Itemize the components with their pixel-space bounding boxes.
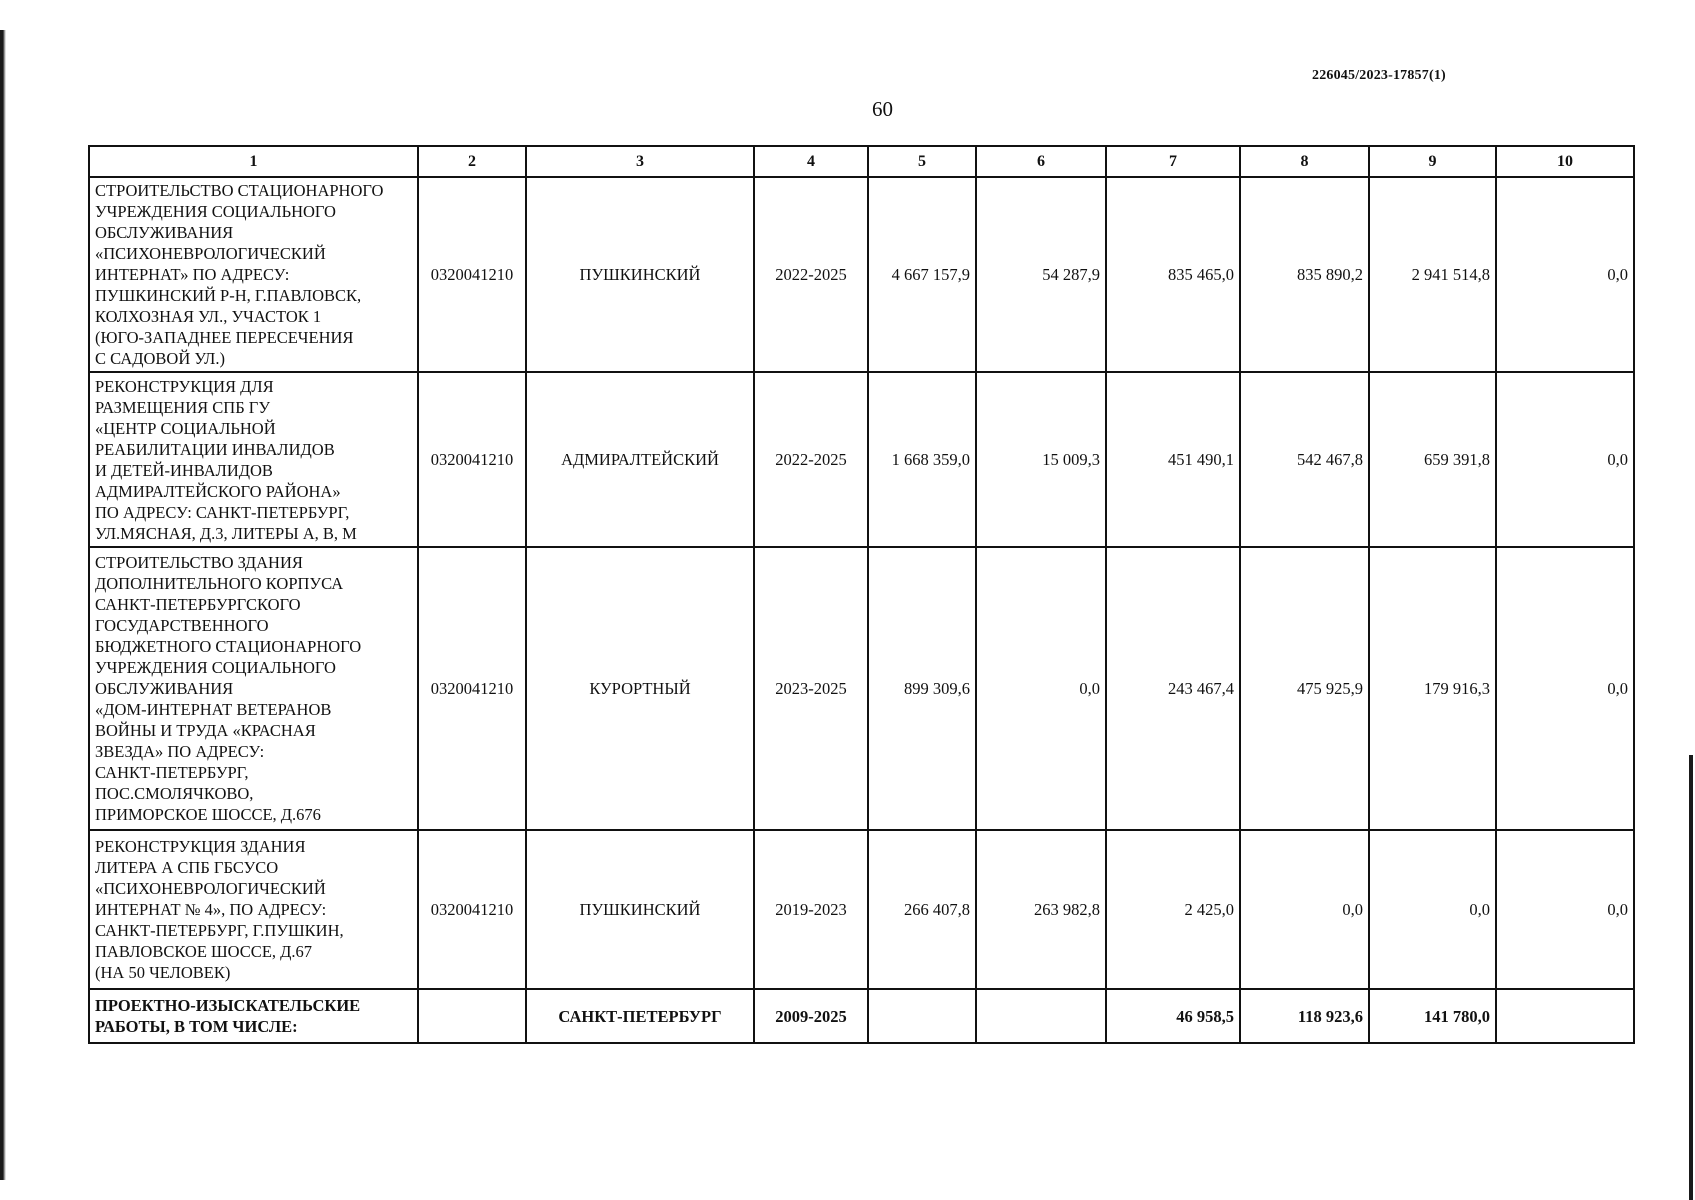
value-col-8: 475 925,9	[1240, 547, 1369, 830]
period: 2019-2023	[754, 830, 868, 989]
value-col-10: 0,0	[1496, 830, 1634, 989]
scan-edge-right	[1689, 755, 1693, 1200]
object-description: РЕКОНСТРУКЦИЯ ЗДАНИЯ ЛИТЕРА А СПБ ГБСУСО «ПСИХОНЕВРОЛОГИЧЕСКИЙ ИНТЕРНАТ № 4», ПО АДРЕСУ: САНКТ-ПЕТЕРБУРГ, Г.ПУШКИН, ПАВЛОВСКОЕ ШОССЕ, Д.67 (НА 50 ЧЕЛОВЕК)	[89, 830, 418, 989]
data-table	[88, 145, 1635, 1044]
district: КУРОРТНЫЙ	[526, 547, 754, 830]
table-row	[89, 372, 1634, 547]
period: 2023-2025	[754, 547, 868, 830]
value-col-8: 542 467,8	[1240, 372, 1369, 547]
value-col-10: 0,0	[1496, 177, 1634, 372]
column-header: 2	[418, 146, 526, 177]
total-value-col-8: 118 923,6	[1240, 989, 1369, 1043]
district: ПУШКИНСКИЙ	[526, 830, 754, 989]
budget-code: 0320041210	[418, 830, 526, 989]
value-col-6: 15 009,3	[976, 372, 1106, 547]
value-col-9: 0,0	[1369, 830, 1496, 989]
value-col-6: 0,0	[976, 547, 1106, 830]
value-col-9: 2 941 514,8	[1369, 177, 1496, 372]
total-value-col-5	[868, 989, 976, 1043]
column-header: 3	[526, 146, 754, 177]
budget-code: 0320041210	[418, 177, 526, 372]
column-header: 6	[976, 146, 1106, 177]
total-period: 2009-2025	[754, 989, 868, 1043]
value-col-7: 835 465,0	[1106, 177, 1240, 372]
total-budget-code	[418, 989, 526, 1043]
column-header: 5	[868, 146, 976, 177]
column-number-row	[89, 146, 1634, 177]
value-col-6: 54 287,9	[976, 177, 1106, 372]
total-district: САНКТ-ПЕТЕРБУРГ	[526, 989, 754, 1043]
district: ПУШКИНСКИЙ	[526, 177, 754, 372]
value-col-9: 179 916,3	[1369, 547, 1496, 830]
object-description: РЕКОНСТРУКЦИЯ ДЛЯ РАЗМЕЩЕНИЯ СПБ ГУ «ЦЕНТР СОЦИАЛЬНОЙ РЕАБИЛИТАЦИИ ИНВАЛИДОВ И ДЕТЕЙ-ИНВАЛИДОВ АДМИРАЛТЕЙСКОГО РАЙОНА» ПО АДРЕСУ: САНКТ-ПЕТЕРБУРГ, УЛ.МЯСНАЯ, Д.3, ЛИТЕРЫ А, В, М	[89, 372, 418, 547]
value-col-10: 0,0	[1496, 547, 1634, 830]
value-col-7: 2 425,0	[1106, 830, 1240, 989]
document-id: 226045/2023-17857(1)	[1312, 68, 1446, 83]
district: АДМИРАЛТЕЙСКИЙ	[526, 372, 754, 547]
table-row	[89, 177, 1634, 372]
column-header: 1	[89, 146, 418, 177]
total-value-col-10	[1496, 989, 1634, 1043]
total-value-col-7: 46 958,5	[1106, 989, 1240, 1043]
column-header: 4	[754, 146, 868, 177]
value-col-6: 263 982,8	[976, 830, 1106, 989]
scan-edge-left	[0, 30, 6, 1180]
value-col-7: 451 490,1	[1106, 372, 1240, 547]
value-col-5: 4 667 157,9	[868, 177, 976, 372]
period: 2022-2025	[754, 372, 868, 547]
period: 2022-2025	[754, 177, 868, 372]
column-header: 9	[1369, 146, 1496, 177]
page-number: 60	[872, 97, 893, 121]
column-header: 8	[1240, 146, 1369, 177]
object-description: СТРОИТЕЛЬСТВО СТАЦИОНАРНОГО УЧРЕЖДЕНИЯ СОЦИАЛЬНОГО ОБСЛУЖИВАНИЯ «ПСИХОНЕВРОЛОГИЧЕСКИЙ ИНТЕРНАТ» ПО АДРЕСУ: ПУШКИНСКИЙ Р-Н, Г.ПАВЛОВСК, КОЛХОЗНАЯ УЛ., УЧАСТОК 1 (ЮГО-ЗАПАДНЕЕ ПЕРЕСЕЧЕНИЯ С САДОВОЙ УЛ.)	[89, 177, 418, 372]
column-header: 7	[1106, 146, 1240, 177]
total-row	[89, 989, 1634, 1043]
table-row	[89, 547, 1634, 830]
table-row	[89, 830, 1634, 989]
object-description: СТРОИТЕЛЬСТВО ЗДАНИЯ ДОПОЛНИТЕЛЬНОГО КОРПУСА САНКТ-ПЕТЕРБУРГСКОГО ГОСУДАРСТВЕННОГО БЮДЖЕТНОГО СТАЦИОНАРНОГО УЧРЕЖДЕНИЯ СОЦИАЛЬНОГО ОБСЛУЖИВАНИЯ «ДОМ-ИНТЕРНАТ ВЕТЕРАНОВ ВОЙНЫ И ТРУДА «КРАСНАЯ ЗВЕЗДА» ПО АДРЕСУ: САНКТ-ПЕТЕРБУРГ, ПОС.СМОЛЯЧКОВО, ПРИМОРСКОЕ ШОССЕ, Д.676	[89, 547, 418, 830]
value-col-7: 243 467,4	[1106, 547, 1240, 830]
value-col-5: 899 309,6	[868, 547, 976, 830]
value-col-5: 266 407,8	[868, 830, 976, 989]
value-col-10: 0,0	[1496, 372, 1634, 547]
budget-code: 0320041210	[418, 372, 526, 547]
value-col-8: 0,0	[1240, 830, 1369, 989]
value-col-8: 835 890,2	[1240, 177, 1369, 372]
value-col-9: 659 391,8	[1369, 372, 1496, 547]
total-value-col-9: 141 780,0	[1369, 989, 1496, 1043]
value-col-5: 1 668 359,0	[868, 372, 976, 547]
total-value-col-6	[976, 989, 1106, 1043]
column-header: 10	[1496, 146, 1634, 177]
total-description: ПРОЕКТНО-ИЗЫСКАТЕЛЬСКИЕ РАБОТЫ, В ТОМ ЧИСЛЕ:	[89, 989, 418, 1043]
budget-code: 0320041210	[418, 547, 526, 830]
